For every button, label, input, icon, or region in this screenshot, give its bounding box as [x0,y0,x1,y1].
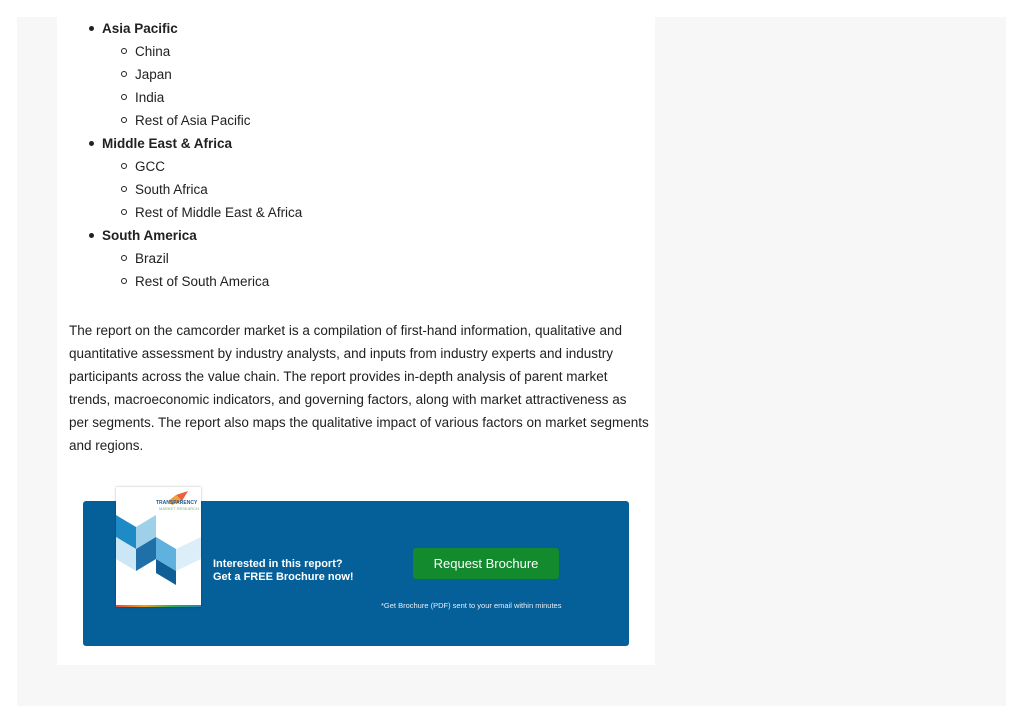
list-item: Rest of Middle East & Africa [135,201,302,224]
list-item: Japan [135,63,172,86]
circle-bullet-icon [121,163,127,169]
circle-bullet-icon [121,94,127,100]
brochure-note: *Get Brochure (PDF) sent to your email within minutes [381,601,562,610]
list-item: Rest of South America [135,270,269,293]
brochure-prompt [213,558,354,584]
list-item: China [135,40,170,63]
report-description: The report on the camcorder market is a compilation of first-hand information, qualitative and quantitative assessment by industry analysts, and inputs from industry experts and industry participants across the value chain. The report provides in-depth analysis of parent market trends, macroeconomic indicators, and governing factors, along with market attractiveness as per segments. The report also maps the qualitative impact of various factors on market segments and regions. [69,322,649,453]
request-brochure-button[interactable]: Request Brochure [413,548,559,579]
circle-bullet-icon [121,186,127,192]
bullet-icon [89,233,94,238]
cover-logo-text: TRANSPARENCY [156,500,198,506]
bullet-icon [89,26,94,31]
cover-logo-subtext: MARKET RESEARCH [159,506,199,511]
region-title: Middle East & Africa [102,136,233,151]
region-title: South America [102,228,197,243]
circle-bullet-icon [121,255,127,261]
circle-bullet-icon [121,71,127,77]
circle-bullet-icon [121,48,127,54]
brochure-prompt-line2: Get a FREE Brochure now! [213,571,354,583]
list-item: Rest of Asia Pacific [135,109,251,132]
list-item: GCC [135,155,165,178]
region-title: Asia Pacific [102,21,178,36]
list-item: South Africa [135,178,208,201]
list-item: Brazil [135,247,169,270]
brochure-cover-image [116,487,201,607]
brochure-prompt-line1: Interested in this report? [213,558,343,570]
circle-bullet-icon [121,209,127,215]
list-item: India [135,86,164,109]
circle-bullet-icon [121,278,127,284]
circle-bullet-icon [121,117,127,123]
cover-color-strip [116,605,201,607]
bullet-icon [89,141,94,146]
